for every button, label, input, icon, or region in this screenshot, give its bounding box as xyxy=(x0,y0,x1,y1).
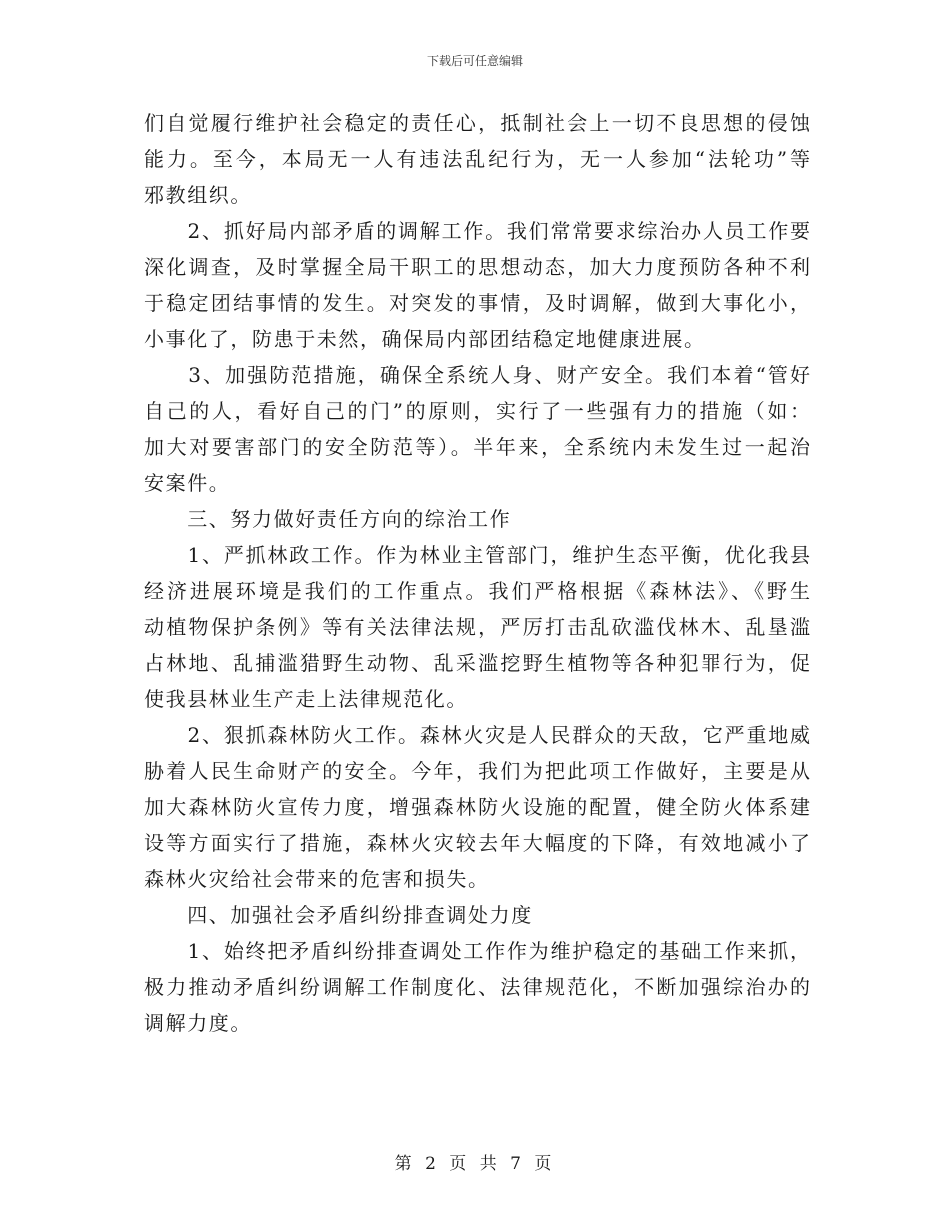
text-line: 于稳定团结事情的发生。对突发的事情，及时调解，做到大事化小， xyxy=(144,291,810,315)
paragraph xyxy=(144,213,810,357)
text-line: 安案件。 xyxy=(144,471,231,495)
document-body xyxy=(144,105,810,1041)
text-line: 深化调查，及时掌握全局干职工的思想动态，加大力度预防各种不利 xyxy=(144,255,810,279)
text-line: 能力。至今，本局无一人有违法乱纪行为，无一人参加“法轮功”等 xyxy=(144,147,810,171)
paragraph xyxy=(144,717,810,897)
section-heading xyxy=(144,501,810,537)
text-line: 使我县林业生产走上法律规范化。 xyxy=(144,687,468,711)
section-heading xyxy=(144,897,810,933)
page-header: 下载后可任意编辑 xyxy=(426,54,523,68)
paragraph xyxy=(144,105,810,213)
text-line: 四、加强社会矛盾纠纷排查调处力度 xyxy=(144,903,533,927)
paragraph xyxy=(144,537,810,717)
text-line: 邪教组织。 xyxy=(144,183,252,207)
text-line: 1、始终把矛盾纠纷排查调处工作作为维护稳定的基础工作来抓， xyxy=(144,939,810,963)
text-line: 加大森林防火宣传力度，增强森林防火设施的配置，健全防火体系建 xyxy=(144,795,810,819)
text-line: 三、努力做好责任方向的综治工作 xyxy=(144,507,512,531)
text-line: 加大对要害部门的安全防范等）。半年来，全系统内未发生过一起治 xyxy=(144,435,810,459)
text-line: 设等方面实行了措施，森林火灾较去年大幅度的下降，有效地减小了 xyxy=(144,831,810,855)
text-line: 自己的人，看好自己的门”的原则，实行了一些强有力的措施（如： xyxy=(144,399,810,423)
text-line: 小事化了，防患于未然，确保局内部团结稳定地健康进展。 xyxy=(144,327,706,351)
text-line: 占林地、乱捕滥猎野生动物、乱采滥挖野生植物等各种犯罪行为，促 xyxy=(144,651,810,675)
text-line: 经济进展环境是我们的工作重点。我们严格根据《森林法》、《野生 xyxy=(144,579,810,603)
paragraph xyxy=(144,933,810,1041)
text-line: 森林火灾给社会带来的危害和损失。 xyxy=(144,867,490,891)
text-line: 3、加强防范措施，确保全系统人身、财产安全。我们本着“管好 xyxy=(144,363,810,387)
text-line: 们自觉履行维护社会稳定的责任心，抵制社会上一切不良思想的侵蚀 xyxy=(144,111,810,135)
text-line: 1、严抓林政工作。作为林业主管部门，维护生态平衡，优化我县 xyxy=(144,543,810,567)
text-line: 2、狠抓森林防火工作。森林火灾是人民群众的天敌，它严重地威 xyxy=(144,723,810,747)
paragraph xyxy=(144,357,810,501)
text-line: 胁着人民生命财产的安全。今年，我们为把此项工作做好，主要是从 xyxy=(144,759,810,783)
text-line: 调解力度。 xyxy=(144,1011,252,1035)
text-line: 动植物保护条例》等有关法律法规，严厉打击乱砍滥伐林木、乱垦滥 xyxy=(144,615,810,639)
page-footer: 第 2 页 共 7 页 xyxy=(394,1154,556,1174)
text-line: 2、抓好局内部矛盾的调解工作。我们常常要求综治办人员工作要 xyxy=(144,219,810,243)
text-line: 极力推动矛盾纠纷调解工作制度化、法律规范化，不断加强综治办的 xyxy=(144,975,810,999)
